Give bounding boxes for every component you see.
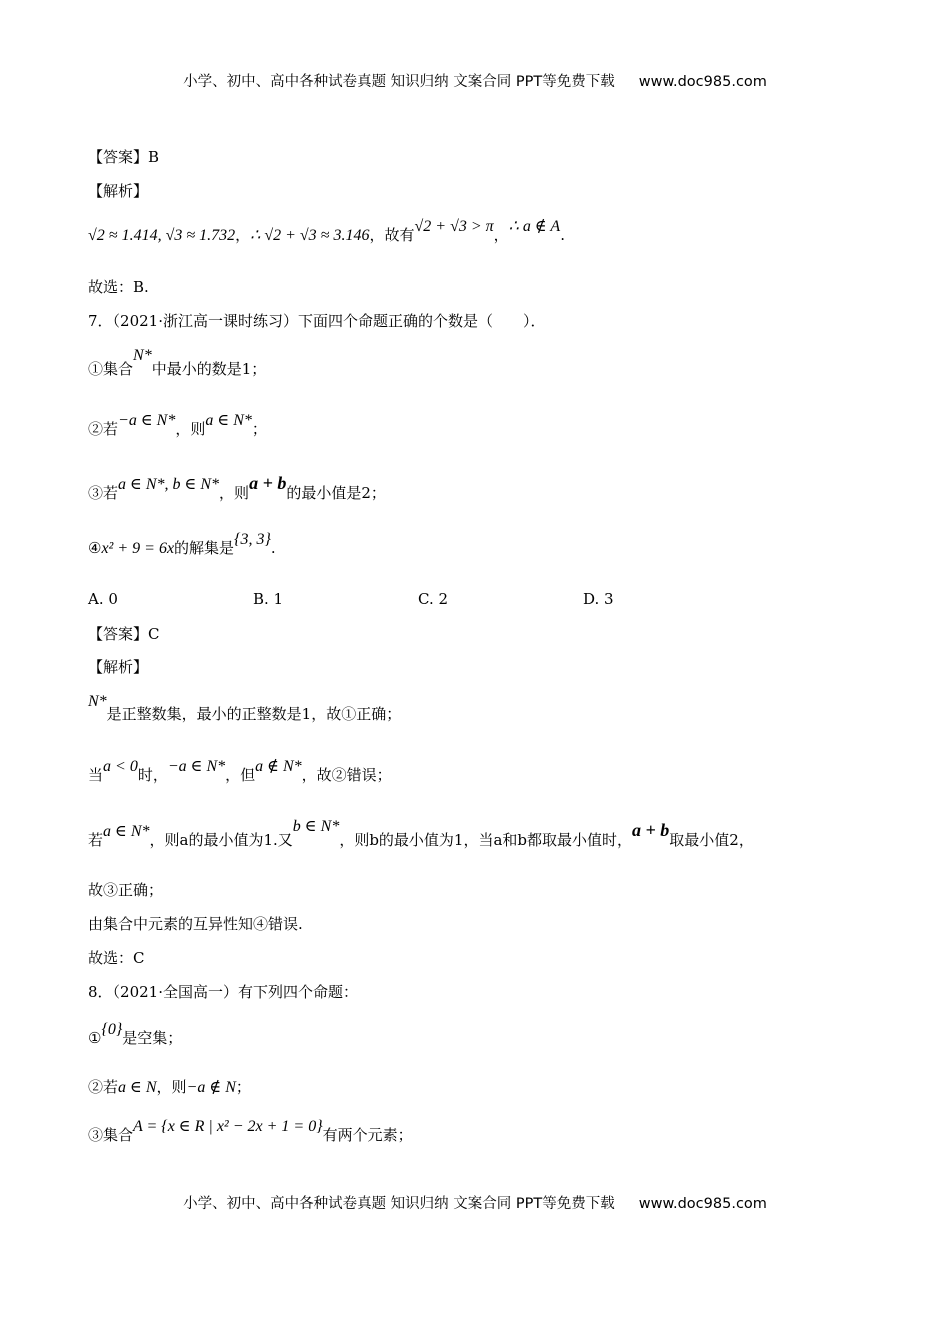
q8-p2-math-1: a ∈ N: [118, 1079, 157, 1096]
q7-e3-text-4: 取最小值2，: [669, 831, 754, 849]
footer-text: 小学、初中、高中各种试卷真题 知识归纳 文案合同 PPT等免费下载: [183, 1196, 615, 1212]
q7-p2-text-2: ，则: [175, 420, 206, 438]
q8-p3-math-1: A = {x ∈ R | x² − 2x + 1 = 0}: [133, 1118, 323, 1135]
q7-p4-text-3: .: [270, 539, 276, 557]
q8-p2-text-1: ②若: [88, 1078, 119, 1096]
q7-p4-math-1: x² + 9 = 6x: [101, 540, 175, 557]
q7-e2-math-3: a ∉ N*: [255, 758, 302, 775]
q7-e3-math-3: a + b: [632, 820, 670, 840]
q6-math-3: √2 + √3 > π: [414, 218, 494, 235]
q7-p2-text-1: ②若: [88, 420, 119, 438]
q7-option-c: C. 2: [418, 590, 449, 608]
q7-p3-math-1: a ∈ N*, b ∈ N*: [118, 476, 220, 493]
header-site-link[interactable]: www.doc985.com: [638, 74, 767, 90]
q7-e3-text-2: ，则a的最小值为1.又: [149, 831, 293, 849]
q6-analysis-label: 【解析】: [88, 182, 149, 200]
q7-answer: 【答案】C: [88, 625, 160, 643]
q7-e2-text-4: ，故②错误；: [301, 766, 392, 784]
q7-e3-text-3: ，则b的最小值为1，当a和b都取最小值时，: [339, 831, 633, 849]
q7-expl-4: 故③正确；: [88, 881, 164, 899]
q7-e3-math-2: b ∈ N*: [292, 818, 340, 835]
q7-p1-math: N*: [133, 347, 152, 364]
q6-text-1: ，: [235, 226, 251, 244]
q8-prop-1: [88, 1021, 183, 1047]
q6-math-1: √2 ≈ 1.414, √3 ≈ 1.732: [88, 227, 236, 244]
q7-p2-math-1: −a ∈ N*: [118, 412, 176, 429]
q8-p1-text-1: ①: [88, 1029, 102, 1047]
q7-e1-math: N*: [88, 693, 107, 710]
footer-site-link[interactable]: www.doc985.com: [638, 1196, 767, 1212]
q7-p3-text-3: 的最小值是2；: [286, 484, 386, 502]
q7-p4-text-1: ④: [88, 539, 102, 557]
q6-math-2: ∴ √2 + √3 ≈ 3.146: [250, 227, 370, 244]
q7-p1-text-1: ①集合: [88, 360, 134, 378]
page-footer: [0, 1192, 950, 1213]
q6-text-4: .: [560, 226, 565, 244]
q7-e2-text-1: 当: [88, 766, 104, 784]
q8-p2-math-2: −a ∉ N: [186, 1079, 236, 1096]
q8-p1-text-2: 是空集；: [122, 1029, 183, 1047]
q7-p1-text-2: 中最小的数是1；: [151, 360, 267, 378]
header-text: 小学、初中、高中各种试卷真题 知识归纳 文案合同 PPT等免费下载: [183, 74, 615, 90]
q7-pick: 故选：C: [88, 949, 145, 967]
q7-e3-math-1: a ∈ N*: [103, 823, 150, 840]
q8-p1-math: {0}: [101, 1021, 123, 1038]
q6-analysis-line: [88, 218, 565, 244]
q8-p3-text-1: ③集合: [88, 1126, 134, 1144]
q7-p2-math-2: a ∈ N*: [205, 412, 252, 429]
q7-analysis-label: 【解析】: [88, 658, 149, 676]
q8-p3-text-2: 有两个元素；: [322, 1126, 413, 1144]
q6-answer: 【答案】B: [88, 148, 160, 166]
q8-p2-text-3: ；: [235, 1078, 251, 1096]
q7-prop-4: [88, 531, 276, 557]
q7-prop-2: [88, 412, 267, 438]
q8-prop-2: [88, 1080, 251, 1096]
q6-pick: 故选：B.: [88, 278, 149, 296]
q7-expl-2: [88, 758, 392, 784]
q7-prop-3: [88, 473, 386, 502]
q6-text-3: ，: [493, 226, 509, 244]
q7-option-d: D. 3: [583, 590, 614, 608]
q8-prop-3: [88, 1118, 413, 1144]
q7-e2-text-2: 时，: [137, 766, 168, 784]
q7-p2-text-3: ；: [251, 420, 267, 438]
q7-e3-text-1: 若: [88, 831, 104, 849]
q7-p3-text-2: ，则: [219, 484, 250, 502]
q6-text-2: ，故有: [369, 226, 415, 244]
q7-p4-math-2: {3, 3}: [234, 531, 271, 548]
q7-p4-text-2: 的解集是: [174, 539, 235, 557]
q7-option-a: A. 0: [88, 590, 118, 608]
q8-stem: 8．（2021·全国高一）有下列四个命题：: [88, 983, 358, 1001]
q7-p3-math-2: a + b: [249, 473, 287, 493]
q6-math-4: ∴ a ∉ A: [508, 218, 561, 235]
q7-e2-math-1: a < 0: [103, 758, 138, 775]
q7-expl-5: 由集合中元素的互异性知④错误.: [88, 915, 303, 933]
q7-options: [88, 592, 868, 612]
page-header: [0, 70, 950, 91]
q7-prop-1: [88, 347, 267, 378]
q7-expl-3: [88, 818, 754, 849]
q7-option-b: B. 1: [253, 590, 284, 608]
q7-e1-text: 是正整数集，最小的正整数是1，故①正确；: [106, 705, 402, 723]
q8-p2-text-2: ，则: [156, 1078, 187, 1096]
q7-stem: 7．（2021·浙江高一课时练习）下面四个命题正确的个数是（ ）．: [88, 312, 546, 330]
q7-expl-1: [88, 693, 402, 723]
q7-e2-math-2: −a ∈ N*: [167, 758, 226, 775]
q7-e2-text-3: ，但: [225, 766, 256, 784]
q7-p3-text-1: ③若: [88, 484, 119, 502]
